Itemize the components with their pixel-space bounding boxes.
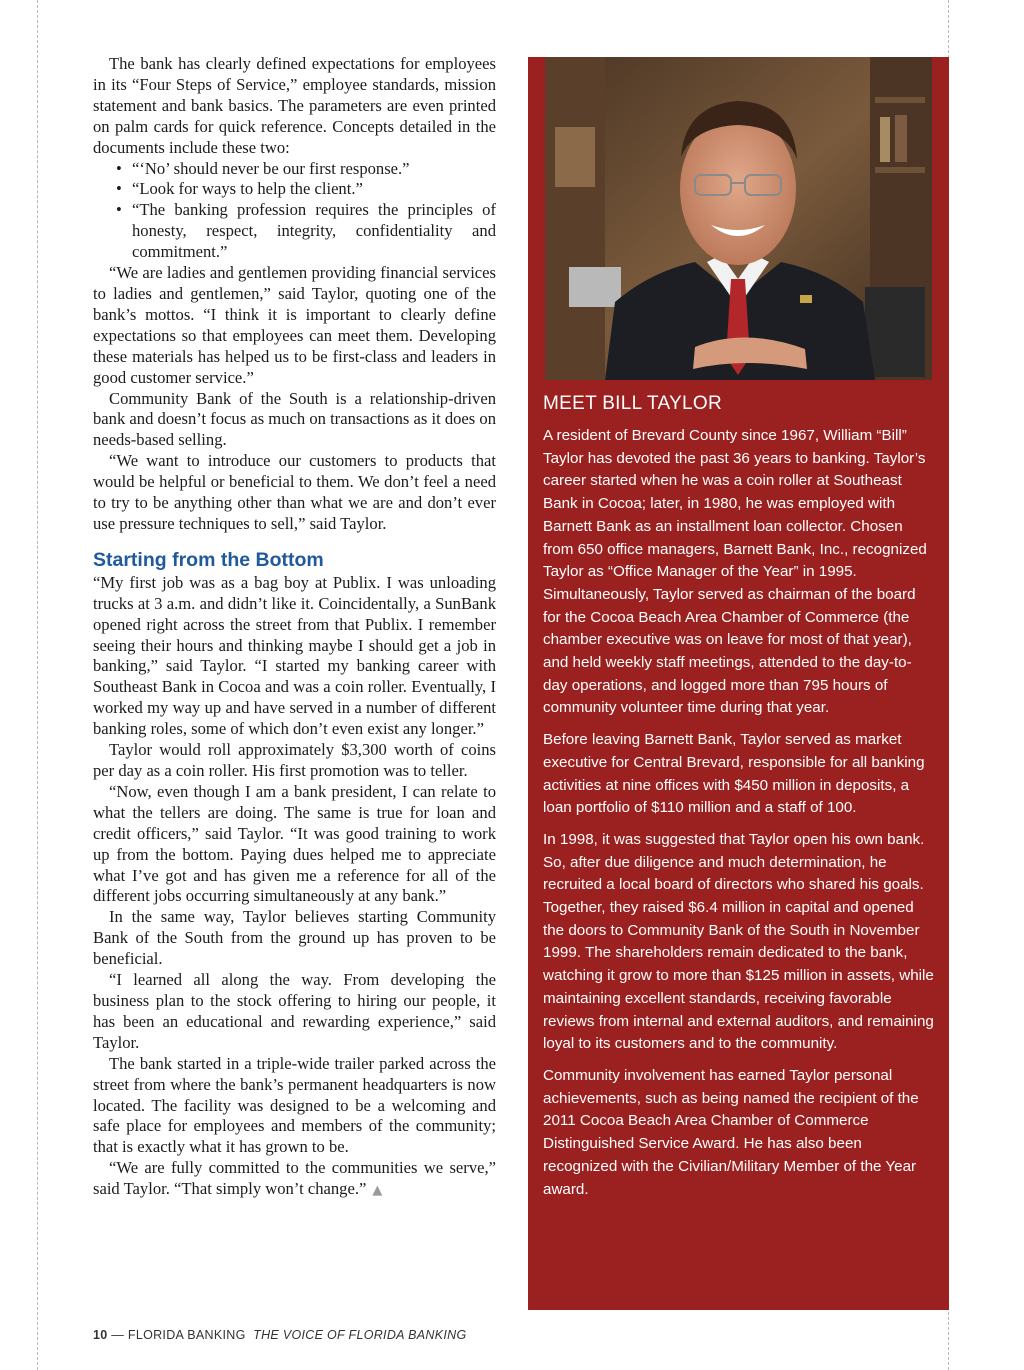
article-paragraph: Taylor would roll approximately $3,300 worth of coins per day as a coin roller. His first promotion was to teller. — [93, 740, 496, 780]
sidebar-title: MEET BILL TAYLOR — [543, 393, 723, 414]
article-paragraph: “We are ladies and gentlemen providing financial services to ladies and gentlemen,” said Taylor, quoting one of the bank’s mottos. “I think it is important to clearly define expectations so that employees can meet them. Developing these materials has helped us to be first-class and leaders in good customer service.” — [93, 263, 496, 387]
article-paragraph: “My first job was as a bag boy at Publix. I was unloading trucks at 3 a.m. and didn’t like it. Coincidentally, a SunBank opened right across the street from that Publix. I remember seeing their hours and thinking maybe I should get a job in banking,” said Taylor. “I started my banking career with Southeast Bank in Cocoa and was a coin roller. Eventually, I worked my way up and have served in a number of different banking roles, some of which don’t even exist any longer.” — [93, 572, 496, 739]
article-last-text: “We are fully committed to the communities we serve,” said Taylor. “That simply won’t change.” — [93, 1158, 496, 1199]
left-trim-line — [37, 0, 38, 1370]
sidebar-paragraph: In 1998, it was suggested that Taylor open his own bank. So, after due diligence and much determination, he recruited a local board of directors who shared his goals. Together, they raised $6.4 million in capital and opened the doors to Community Bank of the South in November 1999. The shareholders remain dedicated to the bank, watching it grow to more than $125 million in assets, while maintaining excellent standards, receiving favorable reviews from internal and external auditors, and remaining loyal to its customers and to the community. — [543, 830, 934, 1053]
article-column — [93, 54, 496, 1202]
page-footer — [93, 1328, 466, 1342]
bullet-list — [93, 159, 496, 264]
article-paragraph: The bank has clearly defined expectations for employees in its “Four Steps of Service,” employee standards, mission statement and bank basics. The parameters are even printed on palm cards for quick reference. Concepts detailed in the documents include these two: — [93, 54, 496, 157]
article-paragraph: Community Bank of the South is a relationship-driven bank and doesn’t focus as much on transactions as it does on needs-based selling. — [93, 388, 496, 450]
end-mark-icon: ▲ — [372, 1183, 383, 1199]
sidebar-paragraph: Before leaving Barnett Bank, Taylor served as market executive for Central Brevard, responsible for all banking activities at nine offices with $450 million in deposits, a loan portfolio of $110 million and a staff of 100. — [543, 731, 925, 817]
article-paragraph-last — [93, 1158, 496, 1202]
section-heading: Starting from the Bottom — [93, 548, 324, 571]
publication-tagline: THE VOICE OF FLORIDA BANKING — [253, 1328, 467, 1342]
footer-separator: — — [111, 1328, 125, 1342]
article-paragraph: “I learned all along the way. From developing the business plan to the stock offering to hiring our people, it has been an educational and rewarding experience,” said Taylor. — [93, 970, 496, 1052]
article-paragraph: “We want to introduce our customers to products that would be helpful or beneficial to them. We don’t feel a need to try to be anything other than what we are and don’t ever use pressure techniques to sell,” said Taylor. — [93, 451, 496, 533]
sidebar-text — [543, 392, 936, 1210]
article-paragraph: “Now, even though I am a bank president, I can relate to what the tellers are doing. The same is true for loan and credit officers,” said Taylor. “It was good training to work up from the bottom. Paying dues helped me to appreciate what I’ve got and has given me a reference for all of the different jobs occurring simultaneously at any bank.” — [93, 781, 496, 906]
bullet-item: • “Look for ways to help the client.” — [93, 179, 496, 200]
article-paragraph: The bank started in a triple-wide trailer parked across the street from where the bank’s permanent headquarters is now located. The facility was designed to be a welcoming and safe place for employees and members of the community; that is exactly what it has grown to be. — [93, 1053, 496, 1157]
page-number: 10 — [93, 1328, 108, 1342]
bullet-item: • “‘No’ should never be our first response.” — [93, 159, 496, 180]
bullet-item: • “The banking profession requires the principles of honesty, respect, integrity, confidentiality and commitment.” — [93, 200, 496, 263]
publication-name: FLORIDA BANKING — [127, 1328, 246, 1342]
sidebar-paragraph: A resident of Brevard County since 1967, William “Bill” Taylor has devoted the past 36 years to banking. Taylor’s career started when he was a coin roller at Southeast Bank in Cocoa; later, in 1980, he was employed with Barnett Bank as an installment loan collector. Chosen from 650 office managers, Barnett Bank, Inc., recognized Taylor as “Office Manager of the Year” in 1995. Simultaneously, Taylor served as chairman of the board for the Cocoa Beach Area Chamber of Commerce (the chamber executive was on leave for most of that year), and held weekly staff meetings, attended to the day-to-day operations, and logged more than 795 hours of community volunteer time during that year. — [543, 427, 927, 717]
article-paragraph: In the same way, Taylor believes starting Community Bank of the South from the ground up has proven to be beneficial. — [93, 907, 496, 969]
meet-bill-taylor-sidebar — [528, 57, 949, 1310]
portrait-photo — [545, 57, 932, 380]
sidebar-paragraph: Community involvement has earned Taylor personal achievements, such as being named the recipient of the 2011 Cocoa Beach Area Chamber of Commerce Distinguished Service Award. He has also been recognized with the Civilian/Military Member of the Year award. — [543, 1066, 919, 1198]
